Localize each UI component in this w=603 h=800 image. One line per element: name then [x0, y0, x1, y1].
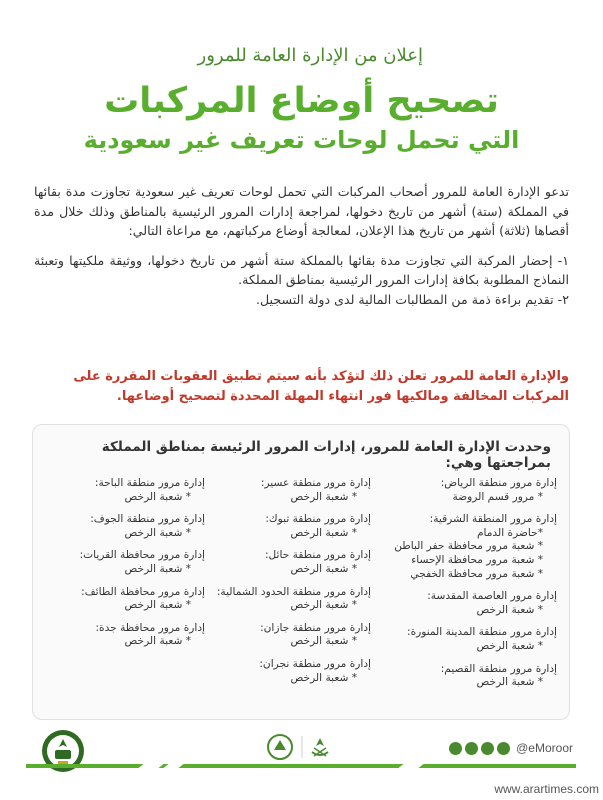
office-branch: * شعبة الرخص: [476, 603, 543, 616]
header: [30, 44, 573, 156]
announcement-title: تصحيح أوضاع المركبات: [104, 81, 499, 121]
instagram-icon[interactable]: [481, 742, 494, 755]
office-name: إدارة مرور منطقة الحدود الشمالية:: [216, 585, 371, 598]
office-entry: [201, 586, 371, 613]
office-branch: *حاضرة الدمام: [476, 526, 543, 539]
office-branch: * شعبة الرخص: [124, 599, 191, 612]
announcement-subtitle: إعلان من الإدارة العامة للمرور: [197, 45, 423, 66]
office-branch: * شعبة الرخص: [290, 635, 357, 648]
office-entry: [35, 586, 205, 613]
office-name: إدارة مرور منطقة المدينة المنورة:: [407, 626, 557, 639]
office-branch: * مرور قسم الروضة: [452, 490, 543, 503]
website-watermark: www.arartimes.com: [494, 782, 599, 796]
office-name: إدارة مرور منطقة تبوك:: [265, 513, 371, 526]
office-entry: [201, 622, 371, 649]
social-handle[interactable]: @eMoroor: [516, 741, 573, 755]
office-entry: [35, 622, 205, 649]
office-branch: * شعبة الرخص: [124, 635, 191, 648]
offices-column-1: [387, 477, 557, 699]
announcement-subtitle-2: التي تحمل لوحات تعريف غير سعودية: [83, 126, 520, 154]
office-branch: * شعبة مرور محافظة حفر الباطن: [394, 540, 543, 553]
office-branch: * شعبة الرخص: [124, 526, 191, 539]
offices-column-2: [201, 477, 371, 694]
youtube-icon[interactable]: [465, 742, 478, 755]
requirement-item-1: ١- إحضار المركبة التي تجاوزت مدة بقائها بالمملكة ستة أشهر من تاريخ دخولها، ووثيقة ملكيتها وتعبئة النماذج المطلوبة بكافة إدارات المرور الرئيسية بمناطق المملكة.: [34, 252, 569, 287]
office-branch: * شعبة الرخص: [290, 490, 357, 503]
offices-column-3: [35, 477, 205, 658]
office-name: إدارة مرور منطقة الجوف:: [90, 513, 205, 526]
intro-paragraph: تدعو الإدارة العامة للمرور أصحاب المركبات التي تحمل لوحات تعريف غير سعودية تجاوزت مدة بقائها في المملكة (ستة) أشهر من تاريخ دخولها، لمراجعة إدارات المرور الرئيسية بالمناطق وذلك خلال مدة أقصاها (ثلاثة) أشهر من تاريخ هذا الإعلان، لمعالجة أوضاع مركباتهم، مع مراعاة التالي:: [34, 184, 569, 238]
office-name: إدارة مرور العاصمة المقدسة:: [427, 590, 557, 603]
office-name: إدارة مرور المنطقة الشرقية:: [429, 513, 557, 526]
card-title: وحددت الإدارة العامة للمرور، إدارات المرور الرئيسة بمناطق المملكة بمراجعتها وهي:: [101, 439, 551, 471]
office-name: إدارة مرور منطقة القصيم:: [440, 662, 557, 675]
government-emblems: [262, 732, 342, 762]
office-entry: [35, 477, 205, 504]
office-entry: [387, 513, 557, 581]
office-branch: * شعبة الرخص: [290, 562, 357, 575]
office-name: إدارة مرور منطقة عسير:: [260, 477, 371, 489]
office-branch: * شعبة الرخص: [124, 490, 191, 503]
office-branch: * شعبة الرخص: [124, 562, 191, 575]
office-branch: * شعبة الرخص: [290, 526, 357, 539]
warning-paragraph: والإدارة العامة للمرور تعلن ذلك لتؤكد بأنه سيتم تطبيق العقوبات المقررة على المركبات المخالفة ومالكيها فور انتهاء المهلة المحددة لتصحيح أوضاعها.: [73, 369, 569, 404]
requirement-item-2: ٢- تقديم براءة ذمة من المطالبات المالية لدى دولة التسجيل.: [255, 291, 569, 307]
traffic-offices-card: [32, 424, 570, 720]
office-branch: * شعبة الرخص: [290, 599, 357, 612]
office-name: إدارة مرور محافظة جدة:: [95, 621, 205, 634]
twitter-icon[interactable]: [449, 742, 462, 755]
office-name: إدارة مرور منطقة الرياض:: [440, 477, 557, 489]
office-entry: [387, 626, 557, 653]
snapchat-icon[interactable]: [497, 742, 510, 755]
office-name: إدارة مرور منطقة الباحة:: [94, 477, 205, 489]
office-branch: * شعبة مرور محافظة الخفجي: [410, 567, 543, 580]
office-name: إدارة مرور منطقة حائل:: [264, 549, 371, 562]
office-name: إدارة مرور محافظة القريات:: [79, 549, 205, 562]
office-branch: * شعبة الرخص: [476, 639, 543, 652]
office-entry: [201, 477, 371, 504]
social-links: [449, 738, 573, 758]
office-branch: * شعبة الرخص: [290, 671, 357, 684]
office-entry: [387, 590, 557, 617]
office-name: إدارة مرور محافظة الطائف:: [81, 585, 205, 598]
announcement-body: [34, 182, 569, 309]
office-name: إدارة مرور منطقة نجران:: [259, 657, 371, 670]
office-entry: [201, 513, 371, 540]
office-entry: [387, 663, 557, 690]
office-entry: [201, 658, 371, 685]
office-branch: * شعبة مرور محافظة الإحساء: [411, 553, 543, 566]
green-stripe-bar: [26, 762, 576, 770]
office-entry: [35, 513, 205, 540]
office-entry: [35, 549, 205, 576]
office-name: إدارة مرور منطقة جازان:: [260, 621, 371, 634]
office-branch: * شعبة الرخص: [476, 676, 543, 689]
office-entry: [201, 549, 371, 576]
office-entry: [387, 477, 557, 504]
